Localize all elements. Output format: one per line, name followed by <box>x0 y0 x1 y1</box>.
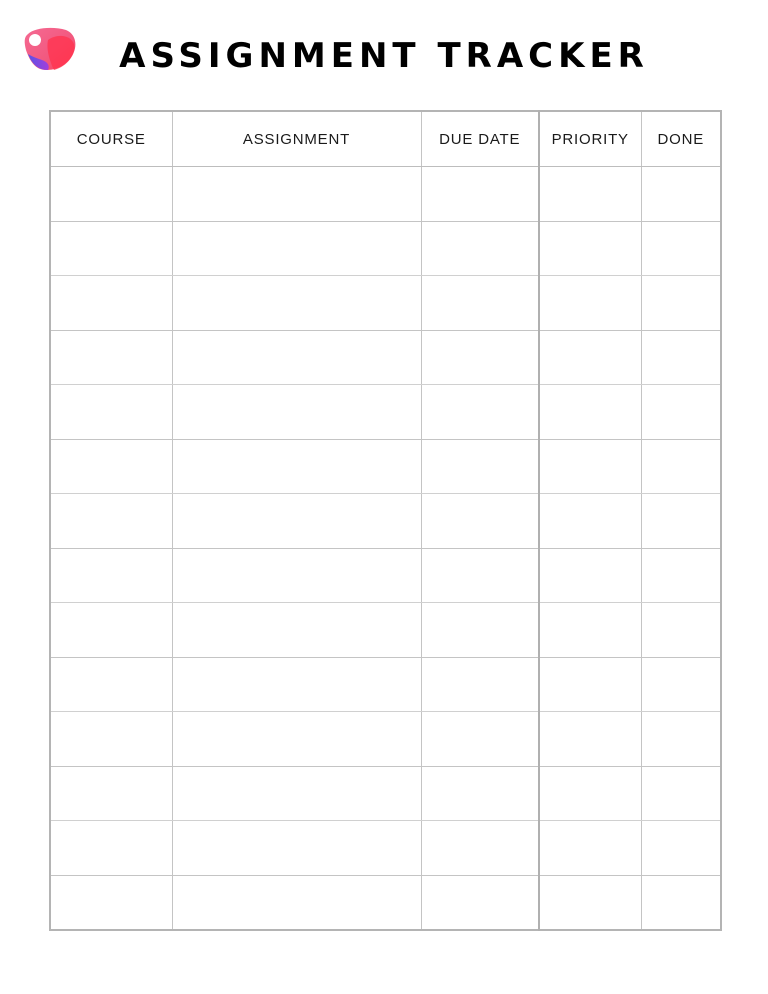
table-row <box>50 657 721 712</box>
course-cell[interactable] <box>50 276 172 331</box>
priority-cell[interactable] <box>539 167 641 222</box>
column-header-done: DONE <box>641 111 721 167</box>
table-row <box>50 766 721 821</box>
done-cell[interactable] <box>641 548 721 603</box>
due-date-cell[interactable] <box>421 821 539 876</box>
priority-cell[interactable] <box>539 494 641 549</box>
table-row <box>50 712 721 767</box>
done-cell[interactable] <box>641 657 721 712</box>
column-header-priority: PRIORITY <box>539 111 641 167</box>
assignment-cell[interactable] <box>172 548 421 603</box>
column-header-due-date: DUE DATE <box>421 111 539 167</box>
priority-cell[interactable] <box>539 221 641 276</box>
table-row <box>50 494 721 549</box>
course-cell[interactable] <box>50 603 172 658</box>
assignment-cell[interactable] <box>172 657 421 712</box>
table-row <box>50 439 721 494</box>
priority-cell[interactable] <box>539 439 641 494</box>
assignment-cell[interactable] <box>172 494 421 549</box>
due-date-cell[interactable] <box>421 439 539 494</box>
done-cell[interactable] <box>641 221 721 276</box>
course-cell[interactable] <box>50 494 172 549</box>
course-cell[interactable] <box>50 657 172 712</box>
done-cell[interactable] <box>641 766 721 821</box>
due-date-cell[interactable] <box>421 385 539 440</box>
priority-cell[interactable] <box>539 385 641 440</box>
course-cell[interactable] <box>50 439 172 494</box>
due-date-cell[interactable] <box>421 712 539 767</box>
assignment-cell[interactable] <box>172 712 421 767</box>
priority-cell[interactable] <box>539 766 641 821</box>
assignment-cell[interactable] <box>172 167 421 222</box>
assignment-table <box>49 110 722 931</box>
done-cell[interactable] <box>641 821 721 876</box>
due-date-cell[interactable] <box>421 167 539 222</box>
course-cell[interactable] <box>50 766 172 821</box>
priority-cell[interactable] <box>539 548 641 603</box>
done-cell[interactable] <box>641 494 721 549</box>
due-date-cell[interactable] <box>421 221 539 276</box>
assignment-cell[interactable] <box>172 439 421 494</box>
due-date-cell[interactable] <box>421 657 539 712</box>
table-row <box>50 548 721 603</box>
table-row <box>50 330 721 385</box>
done-cell[interactable] <box>641 712 721 767</box>
course-cell[interactable] <box>50 385 172 440</box>
due-date-cell[interactable] <box>421 276 539 331</box>
done-cell[interactable] <box>641 167 721 222</box>
course-cell[interactable] <box>50 167 172 222</box>
table-row <box>50 276 721 331</box>
table-row <box>50 821 721 876</box>
assignment-cell[interactable] <box>172 221 421 276</box>
assignment-cell[interactable] <box>172 603 421 658</box>
course-cell[interactable] <box>50 875 172 930</box>
due-date-cell[interactable] <box>421 875 539 930</box>
course-cell[interactable] <box>50 548 172 603</box>
priority-cell[interactable] <box>539 821 641 876</box>
assignment-cell[interactable] <box>172 821 421 876</box>
table-row <box>50 167 721 222</box>
priority-cell[interactable] <box>539 603 641 658</box>
table-row <box>50 875 721 930</box>
done-cell[interactable] <box>641 603 721 658</box>
table-row <box>50 221 721 276</box>
page-title-text: ASSIGNMENT TRACKER <box>119 36 649 76</box>
due-date-cell[interactable] <box>421 766 539 821</box>
due-date-cell[interactable] <box>421 494 539 549</box>
course-cell[interactable] <box>50 821 172 876</box>
course-cell[interactable] <box>50 712 172 767</box>
done-cell[interactable] <box>641 875 721 930</box>
table-header-row <box>50 111 721 167</box>
done-cell[interactable] <box>641 330 721 385</box>
priority-cell[interactable] <box>539 276 641 331</box>
column-header-assignment: ASSIGNMENT <box>172 111 421 167</box>
course-cell[interactable] <box>50 330 172 385</box>
priority-cell[interactable] <box>539 657 641 712</box>
done-cell[interactable] <box>641 439 721 494</box>
due-date-cell[interactable] <box>421 548 539 603</box>
priority-cell[interactable] <box>539 712 641 767</box>
due-date-cell[interactable] <box>421 330 539 385</box>
assignment-cell[interactable] <box>172 766 421 821</box>
assignment-cell[interactable] <box>172 276 421 331</box>
assignment-cell[interactable] <box>172 330 421 385</box>
page-title <box>0 34 768 78</box>
course-cell[interactable] <box>50 221 172 276</box>
assignment-cell[interactable] <box>172 385 421 440</box>
priority-cell[interactable] <box>539 330 641 385</box>
done-cell[interactable] <box>641 276 721 331</box>
table-row <box>50 603 721 658</box>
done-cell[interactable] <box>641 385 721 440</box>
due-date-cell[interactable] <box>421 603 539 658</box>
table-row <box>50 385 721 440</box>
priority-cell[interactable] <box>539 875 641 930</box>
column-header-course: COURSE <box>50 111 172 167</box>
assignment-cell[interactable] <box>172 875 421 930</box>
